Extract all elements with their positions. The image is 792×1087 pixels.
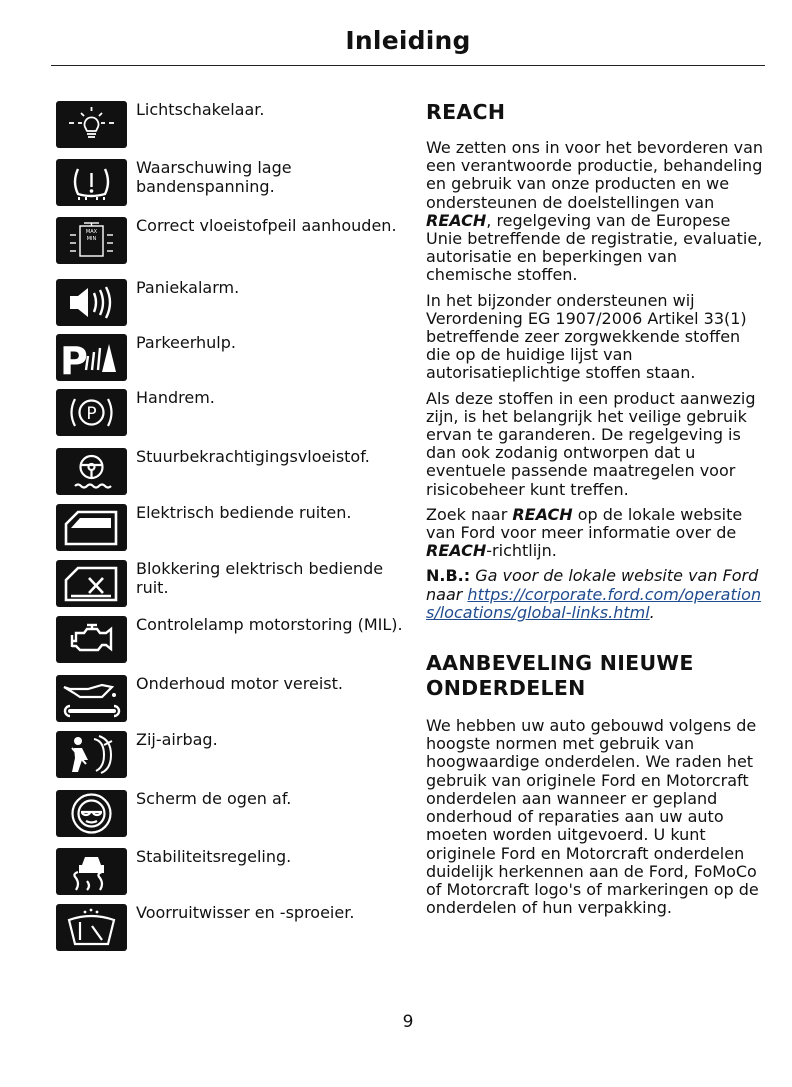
- icon-label: Stabiliteitsregeling.: [136, 847, 292, 866]
- svg-text:MIN: MIN: [86, 236, 97, 242]
- icon-label: Voorruitwisser en -sproeier.: [136, 903, 355, 922]
- reach-note: N.B.: Ga voor de lokale website van Ford naar https://corporate.ford.com/operations/locations/global-links.html.: [426, 566, 762, 622]
- panic-alarm-icon: [56, 279, 127, 326]
- parking-brake-icon: [56, 389, 127, 436]
- page-title: Inleiding: [345, 26, 471, 55]
- icon-label: Elektrisch bediende ruiten.: [136, 503, 352, 522]
- engine-malfunction-icon: [56, 616, 127, 663]
- eye-protection-icon: [56, 790, 127, 837]
- parts-paragraph: We hebben uw auto gebouwd volgens de hoogste normen met gebruik van hoogwaardige onderdelen. We raden het gebruik van originele Ford en Motorcraft onderdelen aan wanneer er gepland onderhoud of reparaties aan uw auto moeten worden uitgevoerd. U kunt originele Ford en Motorcraft onderdelen duidelijk herkennen aan de Ford, FoMoCo of Motorcraft logo's of markeringen op de onderdelen of hun verpakking.: [426, 716, 759, 918]
- light-switch-icon: [56, 101, 127, 148]
- icon-label: Blokkering elektrisch bediende ruit.: [136, 559, 384, 597]
- page-number: 9: [402, 1012, 414, 1032]
- icon-label: Waarschuwing lage bandenspanning.: [136, 158, 292, 196]
- icon-label: Zij-airbag.: [136, 730, 218, 749]
- reach-paragraph-2: In het bijzonder ondersteunen wij Verordening EG 1907/2006 Artikel 33(1) betreffende zeer zorgwekkende stoffen die op de huidige lijst van autorisatieplichtige stoffen staan.: [426, 290, 747, 383]
- icon-label: Stuurbekrachtigingsvloeistof.: [136, 447, 370, 466]
- side-airbag-icon: [56, 731, 127, 778]
- svg-text:P: P: [60, 339, 88, 381]
- power-steering-fluid-icon: [56, 448, 127, 495]
- parking-aid-icon: [56, 334, 127, 381]
- low-tire-pressure-icon: [56, 159, 127, 206]
- ford-global-links-link[interactable]: https://corporate.ford.com/operations/locations/global-links.html: [426, 584, 762, 622]
- reach-paragraph-1: We zetten ons in voor het bevorderen van een verantwoorde productie, behandeling en gebruik van onze producten en we ondersteunen de doelstellingen van REACH, regelgeving van de Europese Unie betreffende de registratie, evaluatie, autorisatie en beperkingen van chemische stoffen.: [426, 138, 764, 285]
- svg-text:P: P: [86, 404, 97, 424]
- icon-label: Scherm de ogen af.: [136, 789, 292, 808]
- fluid-level-icon: [56, 217, 127, 264]
- icon-label: Parkeerhulp.: [136, 333, 236, 352]
- icon-label: Lichtschakelaar.: [136, 100, 265, 119]
- icon-label: Correct vloeistofpeil aanhouden.: [136, 216, 397, 235]
- title-divider: [51, 65, 765, 66]
- right-column: [426, 100, 766, 924]
- icon-label: Paniekalarm.: [136, 278, 240, 297]
- reach-paragraph-4: Zoek naar REACH op de lokale website van Ford voor meer informatie over de REACH-richtlijn.: [426, 504, 743, 561]
- window-lockout-icon: [56, 560, 127, 607]
- engine-maintenance-icon: [56, 675, 127, 722]
- icon-label: Handrem.: [136, 388, 215, 407]
- svg-text:MAX: MAX: [85, 229, 98, 235]
- icon-label: Onderhoud motor vereist.: [136, 674, 343, 693]
- stability-control-icon: [56, 848, 127, 895]
- reach-paragraph-3: Als deze stoffen in een product aanwezig zijn, is het belangrijk het veilige gebruik ervan te garanderen. De regelgeving is dan ook zodanig ontworpen dat u eventuele passende maatregelen voor risicobeheer kunt treffen.: [426, 388, 756, 499]
- parts-heading: AANBEVELING NIEUWE ONDERDELEN: [426, 651, 694, 701]
- power-window-icon: [56, 504, 127, 551]
- reach-heading: REACH: [426, 100, 506, 124]
- windshield-wiper-washer-icon: [56, 904, 127, 951]
- icon-label: Controlelamp motorstoring (MIL).: [136, 615, 403, 634]
